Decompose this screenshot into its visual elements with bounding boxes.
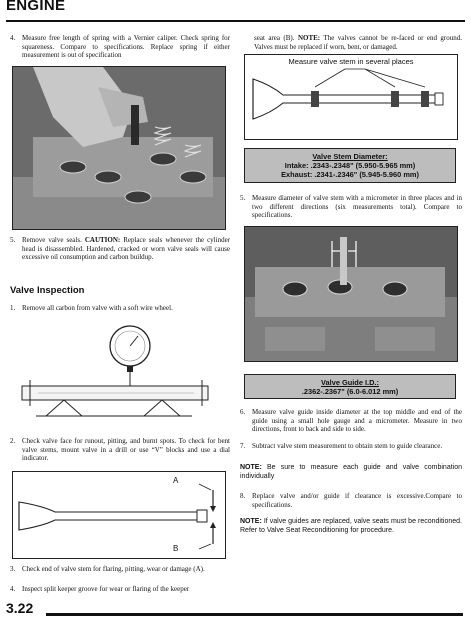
spec-intake: Intake: .2343-.2348" (5.950-5.965 mm) xyxy=(284,161,416,170)
note-measure-each-guide xyxy=(240,464,462,481)
step-text: Inspect split keeper groove for wear or flaring of the keeper xyxy=(22,585,190,593)
figure-valve-stem-art xyxy=(245,55,458,140)
spec-guide-id: .2362-.2367" (6.0-6.012 mm) xyxy=(301,387,399,396)
note-label: NOTE: xyxy=(240,518,262,525)
note-valve-seats xyxy=(240,518,462,535)
step-number: 8. xyxy=(240,492,246,500)
step-number: 5. xyxy=(240,194,246,202)
figure-valve-end-check-art xyxy=(13,472,226,559)
valve-guide-id-spec-box xyxy=(244,374,456,399)
vi-step-3 xyxy=(10,565,230,574)
note-label: NOTE: xyxy=(297,34,321,42)
step-number: 3. xyxy=(10,565,16,573)
step-text: Remove all carbon from valve with a soft wire wheel. xyxy=(22,304,173,312)
figure-dial-indicator xyxy=(12,318,226,436)
step-text-prefix: Remove valve seals. xyxy=(22,236,85,244)
step-5-valve-seals xyxy=(10,236,230,262)
step-text: Subtract valve stem measurement to obtain stem to guide clearance. xyxy=(252,442,443,450)
step-text: Measure valve guide inside diameter at the top middle and end of the guide using a small hole gauge and a micrometer. Measure in two directions, front to back and side to side. xyxy=(252,408,462,434)
photo-valve-guide-art xyxy=(245,227,458,362)
step-4-spring xyxy=(10,34,230,60)
figure-valve-stem-measure xyxy=(244,54,458,140)
continued-text-b: The valves cannot be re-faced or end ground. Valves must be replaced if worn, bent, or damaged. xyxy=(254,34,462,51)
valve-stem-diameter-spec-box xyxy=(244,148,456,183)
step-number: 4. xyxy=(10,585,16,593)
spec-exhaust: Exhaust: .2341-.2346" (5.945-5.960 mm) xyxy=(281,170,419,179)
step-text: Check valve face for runout, pitting, and burnt spots. To check for bent valve stems, mount valve in a drill or use “V” blocks and use a dial indicator. xyxy=(22,437,230,463)
step-number: 6. xyxy=(240,408,246,416)
continued-text-a: seat area (B). xyxy=(254,34,298,42)
figure-valve-end-check xyxy=(12,471,226,559)
step-text: Replace valve and/or guide if clearance is excessive.Compare to specifications. xyxy=(252,492,462,509)
figure-label-b: B xyxy=(173,544,179,553)
step-7-clearance xyxy=(240,442,462,451)
step-8-replace xyxy=(240,492,462,509)
vi-step-4 xyxy=(10,585,230,594)
header-rule xyxy=(6,20,465,22)
step-number: 1. xyxy=(10,304,16,312)
step-text: Measure diameter of valve stem with a micrometer in three places and in two different directions (six measurements total). Compare to specifications. xyxy=(252,194,462,220)
step-5-measure-stem xyxy=(240,194,462,220)
step-number: 4. xyxy=(10,34,16,42)
figure-dial-indicator-art xyxy=(12,318,226,436)
photo-valve-guide xyxy=(244,226,458,362)
step-number: 7. xyxy=(240,442,246,450)
step-text: Check end of valve stem for flaring, pitting, wear or damage (A). xyxy=(22,565,205,573)
page-header-title: ENGINE xyxy=(6,0,66,14)
step-text xyxy=(22,236,230,262)
step-number: 5. xyxy=(10,236,16,244)
note-label: NOTE: xyxy=(240,464,262,471)
caution-text: Replace seals whenever the cylinder head is disassembled. Hardened, cracked or worn valve seals will cause excessive oil consumption and carbon buildup. xyxy=(22,236,231,262)
photo-spring-measurement-art xyxy=(13,67,226,230)
figure-caption: Measure valve stem in several places xyxy=(288,57,414,66)
photo-spring-measurement xyxy=(12,66,226,230)
note-text: If valve guides are replaced, valve seats must be reconditioned. Refer to Valve Seat Reconditioning for procedure. xyxy=(240,518,462,534)
step-number: 2. xyxy=(10,437,16,445)
vi-step-1 xyxy=(10,304,230,313)
page-number: 3.22 xyxy=(6,600,34,616)
note-text: Be sure to measure each guide and valve combination individually xyxy=(240,464,462,480)
step-text: Measure free length of spring with a Vernier caliper. Check spring for squareness. Compare to specifications. Replace spring if either measurement is out of specification xyxy=(22,34,230,60)
section-heading-valve-inspection: Valve Inspection xyxy=(10,285,85,296)
figure-label-a: A xyxy=(173,476,179,485)
caution-label: CAUTION: xyxy=(84,236,121,244)
spec-box-title: Valve Guide I.D.: xyxy=(321,378,379,387)
vi-step-2 xyxy=(10,437,230,463)
spec-box-title: Valve Stem Diameter: xyxy=(312,152,388,161)
step-6-guide-diameter xyxy=(240,408,462,434)
footer-rule xyxy=(46,613,463,616)
continued-step-text xyxy=(254,34,462,51)
